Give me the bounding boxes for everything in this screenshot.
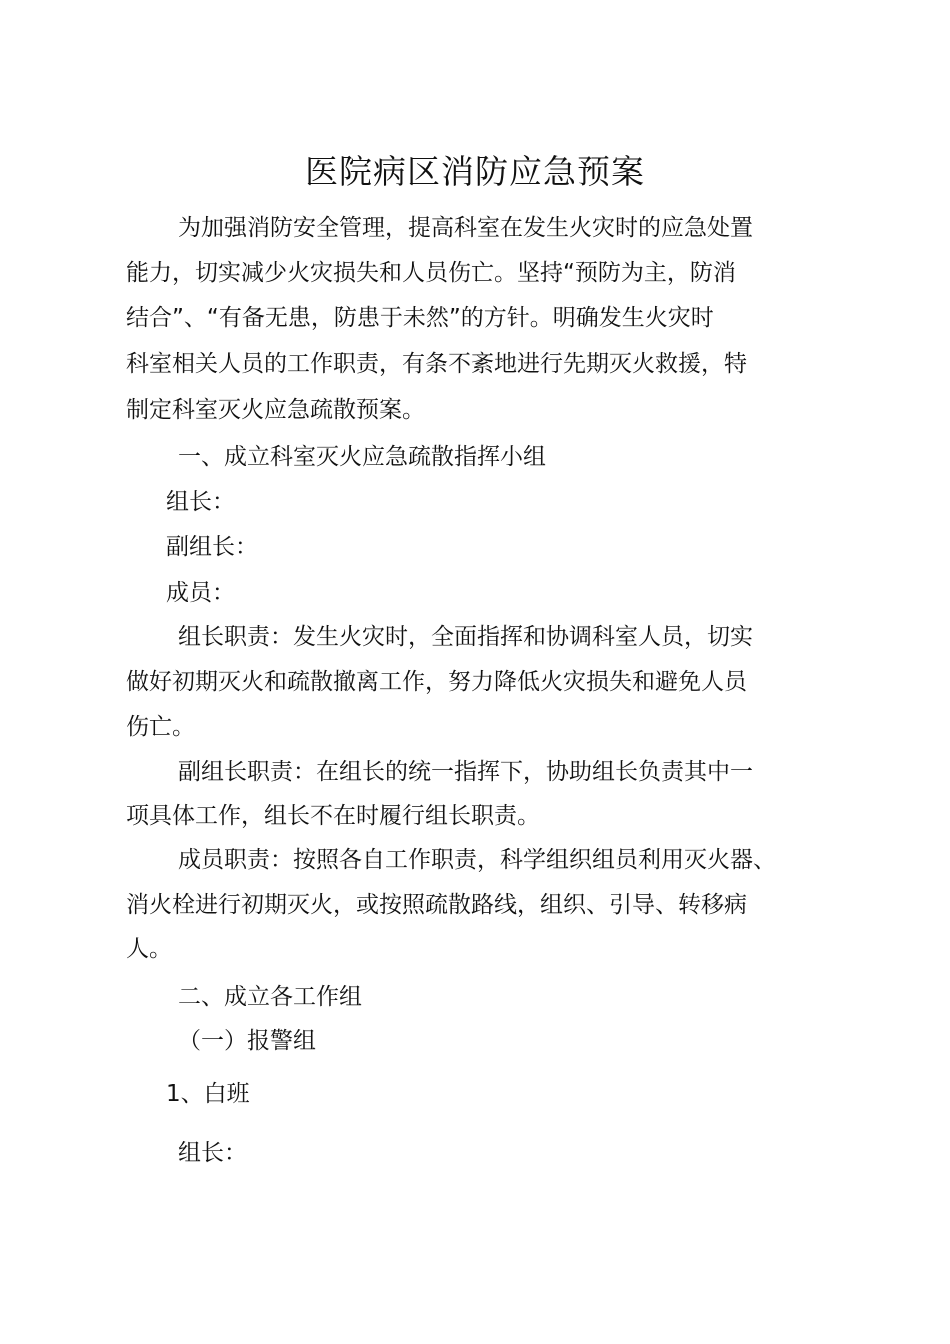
section2-heading: 二、成立各工作组 xyxy=(178,984,362,1010)
section1-deputy: 副组长： xyxy=(166,534,258,560)
leader-duty-line-1: 组长职责：发生火灾时，全面指挥和协调科室人员，切实 xyxy=(178,624,753,650)
deputy-duty-line-2: 项具体工作，组长不在时履行组长职责。 xyxy=(126,803,540,829)
section2-shift: 1、白班 xyxy=(166,1081,250,1107)
deputy-duty-line-1: 副组长职责：在组长的统一指挥下，协助组长负责其中一 xyxy=(178,759,753,785)
leader-duty-line-3: 伤亡。 xyxy=(126,714,195,740)
member-duty-line-1: 成员职责：按照各自工作职责，科学组织组员利用灭火器、 xyxy=(178,847,776,873)
section1-leader: 组长： xyxy=(166,489,235,515)
section2-leader: 组长： xyxy=(178,1140,247,1166)
intro-line-4: 科室相关人员的工作职责，有条不紊地进行先期灭火救援，特 xyxy=(126,351,747,377)
member-duty-line-2: 消火栓进行初期灭火，或按照疏散路线，组织、引导、转移病 xyxy=(126,892,747,918)
document-title: 医院病区消防应急预案 xyxy=(305,152,645,191)
intro-line-2: 能力，切实减少火灾损失和人员伤亡。坚持“预防为主，防消 xyxy=(126,260,736,286)
leader-duty-line-2: 做好初期灭火和疏散撤离工作，努力降低火灾损失和避免人员 xyxy=(126,669,747,695)
member-duty-line-3: 人。 xyxy=(126,936,172,962)
intro-line-1: 为加强消防安全管理，提高科室在发生火灾时的应急处置 xyxy=(178,215,753,241)
section1-members: 成员： xyxy=(166,580,235,606)
intro-line-5: 制定科室灭火应急疏散预案。 xyxy=(126,397,425,423)
intro-line-3: 结合”、“有备无患，防患于未然”的方针。明确发生火灾时 xyxy=(126,305,714,331)
section1-heading: 一、成立科室灭火应急疏散指挥小组 xyxy=(178,444,546,470)
section2-subheading: （一）报警组 xyxy=(178,1028,316,1054)
